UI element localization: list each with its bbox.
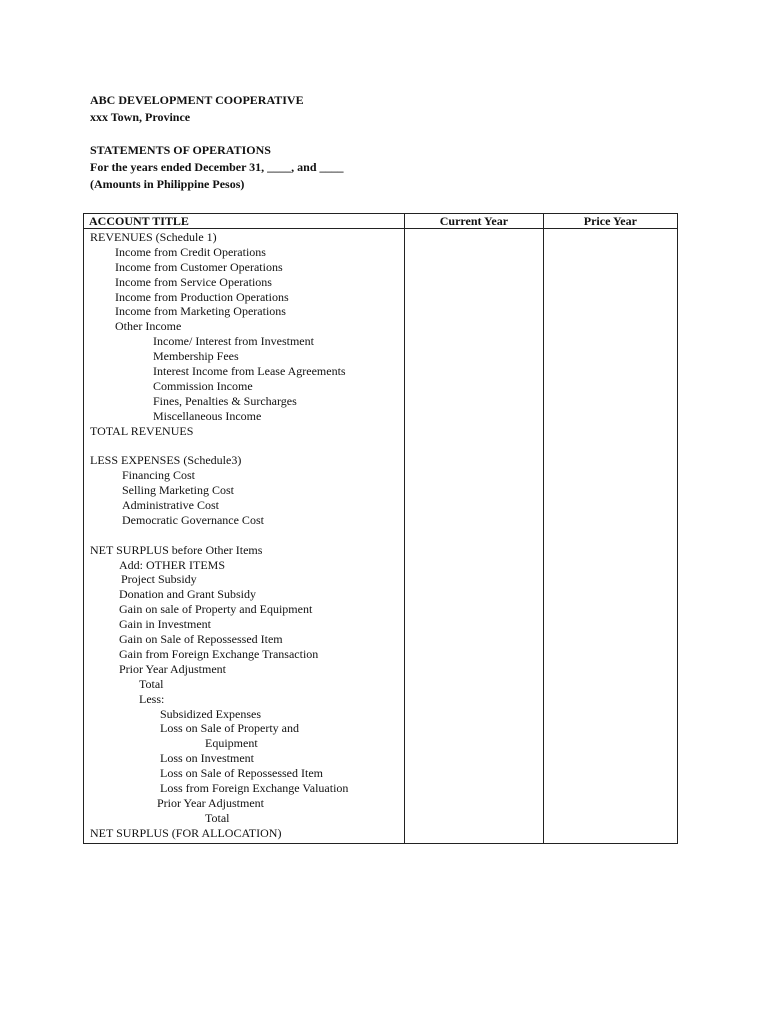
line-net-surplus-for-allocation: NET SURPLUS (FOR ALLOCATION) [90, 825, 282, 840]
line-prior-year-adjustment-gain: Prior Year Adjustment [119, 661, 227, 676]
org-name: ABC DEVELOPMENT COOPERATIVE [90, 93, 304, 107]
org-location: xxx Town, Province [90, 110, 191, 124]
statement-table [83, 213, 678, 844]
line-gain-investment: Gain in Investment [119, 617, 211, 632]
spacer-line [84, 438, 404, 453]
line-less-expenses: LESS EXPENSES (Schedule3) [90, 453, 242, 468]
line-total-revenues: TOTAL REVENUES [90, 423, 194, 438]
column-header-account-title: ACCOUNT TITLE [84, 214, 405, 229]
line-gain-foreign-exchange: Gain from Foreign Exchange Transaction [119, 646, 319, 661]
line-marketing-operations: Income from Marketing Operations [115, 304, 286, 319]
line-miscellaneous-income: Miscellaneous Income [153, 408, 262, 423]
line-other-income: Other Income [115, 319, 182, 334]
line-investment-income: Income/ Interest from Investment [153, 334, 314, 349]
column-header-current-year: Current Year [405, 214, 544, 229]
line-loss-investment: Loss on Investment [160, 751, 254, 766]
account-title-column [84, 229, 405, 844]
header-spacer [90, 126, 344, 142]
line-prior-year-adjustment-loss: Prior Year Adjustment [157, 795, 265, 810]
column-header-prior-year: Price Year [543, 214, 677, 229]
line-loss-foreign-exchange: Loss from Foreign Exchange Valuation [160, 780, 349, 795]
line-loss-repossessed-item: Loss on Sale of Repossessed Item [160, 766, 323, 781]
line-less: Less: [139, 691, 165, 706]
line-service-operations: Income from Service Operations [115, 274, 272, 289]
line-loss-sale-property-continued: Equipment [205, 736, 258, 751]
line-subsidized-expenses: Subsidized Expenses [160, 706, 261, 721]
statement-title: STATEMENTS OF OPERATIONS [90, 143, 271, 157]
line-add-other-items: Add: OTHER ITEMS [119, 557, 225, 572]
line-governance-cost: Democratic Governance Cost [122, 512, 264, 527]
line-gain-sale-property: Gain on sale of Property and Equipment [119, 602, 313, 617]
line-donation-grant-subsidy: Donation and Grant Subsidy [119, 587, 256, 602]
line-commission-income: Commission Income [153, 378, 253, 393]
line-fines-penalties: Fines, Penalties & Surcharges [153, 393, 297, 408]
line-gain-repossessed-item: Gain on Sale of Repossessed Item [119, 632, 283, 647]
statement-period: For the years ended December 31, ____, and ____ [90, 160, 344, 174]
line-administrative-cost: Administrative Cost [122, 498, 219, 513]
line-customer-operations: Income from Customer Operations [115, 259, 283, 274]
currency-note: (Amounts in Philippine Pesos) [90, 177, 245, 191]
table-header-row [84, 214, 678, 229]
line-production-operations: Income from Production Operations [115, 289, 289, 304]
prior-year-column [543, 229, 677, 844]
document-header [90, 92, 344, 193]
line-revenues: REVENUES (Schedule 1) [90, 230, 217, 244]
line-project-subsidy: Project Subsidy [121, 572, 197, 587]
current-year-column [405, 229, 544, 844]
table-body-row [84, 229, 678, 844]
line-total-other-items: Total [139, 676, 164, 691]
line-credit-operations: Income from Credit Operations [115, 244, 266, 259]
line-financing-cost: Financing Cost [122, 468, 196, 483]
line-net-surplus-before-other-items: NET SURPLUS before Other Items [90, 542, 263, 557]
line-lease-interest: Interest Income from Lease Agreements [153, 364, 346, 379]
line-membership-fees: Membership Fees [153, 349, 239, 364]
line-total-less: Total [205, 810, 230, 825]
line-selling-marketing-cost: Selling Marketing Cost [122, 483, 234, 498]
line-loss-sale-property: Loss on Sale of Property and [160, 721, 299, 736]
spacer-line [84, 528, 404, 543]
